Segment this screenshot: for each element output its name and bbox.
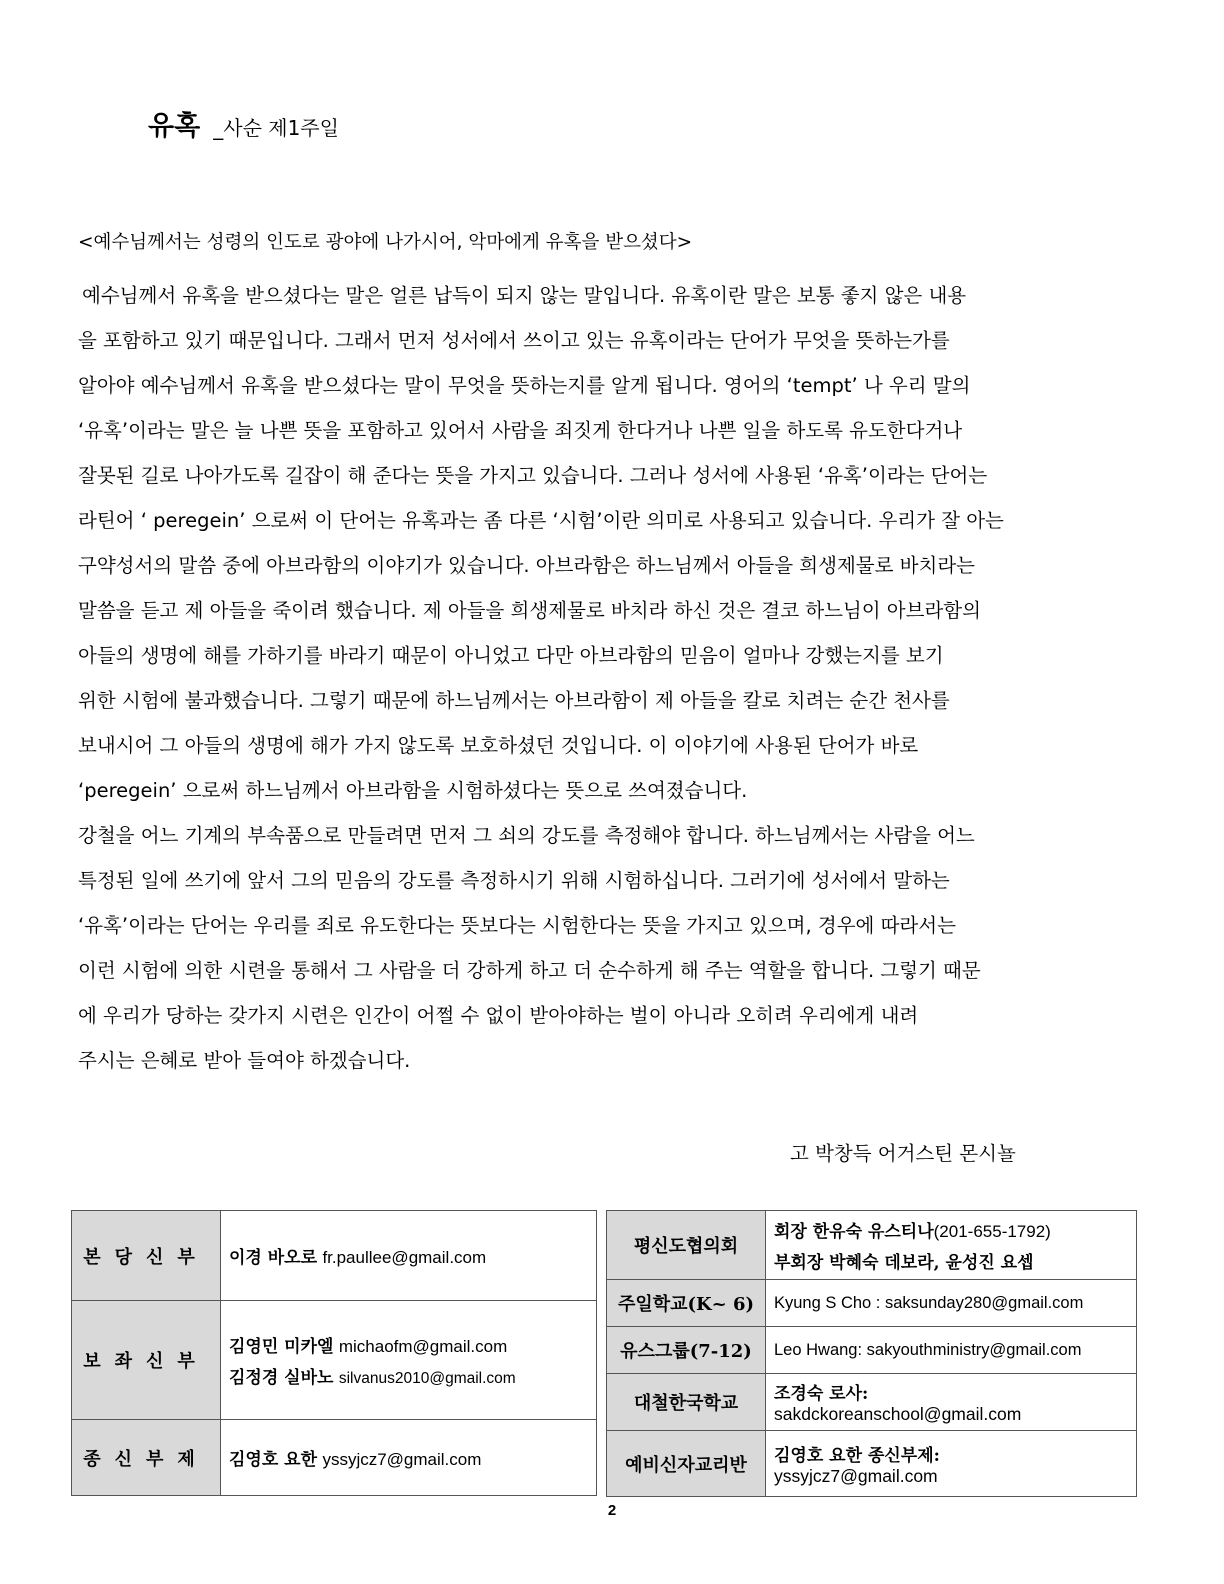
body-line: 을 포함하고 있기 때문입니다. 그래서 먼저 성서에서 쓰이고 있는 유혹이라는 단어가 무엇을 뜻하는가를 xyxy=(78,329,950,352)
table-row xyxy=(72,1301,597,1420)
body-line: 주시는 은혜로 받아 들여야 하겠습니다. xyxy=(78,1049,411,1072)
body-line: ‘peregein’ 으로써 하느님께서 아브라함을 시험하셨다는 뜻으로 쓰여졌습니다. xyxy=(78,779,748,802)
sunday-school-label: 주일학교(K~ 6) xyxy=(607,1280,766,1327)
body-line: ‘유혹’이라는 단어는 우리를 죄로 유도한다는 뜻보다는 시험한다는 뜻을 가지고 있으며, 경우에 따라서는 xyxy=(78,914,956,937)
body-line: 이런 시험에 의한 시련을 통해서 그 사람을 더 강하게 하고 더 순수하게 해 주는 역할을 합니다. 그렇기 때문 xyxy=(78,959,981,982)
body-line: 특정된 일에 쓰기에 앞서 그의 믿음의 강도를 측정하시기 위해 시험하십니다. 그러기에 성서에서 말하는 xyxy=(78,869,950,892)
signature: 고 박창득 어거스틴 몬시뇰 xyxy=(790,1142,1016,1165)
sunday-school-contact[interactable]: Kyung S Cho : saksunday280@gmail.com xyxy=(766,1280,1137,1327)
body-line: 아들의 생명에 해를 가하기를 바라기 때문이 아니었고 다만 아브라함의 믿음이 얼마나 강했는지를 보기 xyxy=(78,644,944,667)
body-line: 에 우리가 당하는 갖가지 시련은 인간이 어쩔 수 없이 받아야하는 벌이 아니라 오히려 우리에게 내려 xyxy=(78,1004,919,1027)
body-line: 잘못된 길로 나아가도록 길잡이 해 준다는 뜻을 가지고 있습니다. 그러나 성서에 사용된 ‘유혹’이라는 단어는 xyxy=(78,464,988,487)
page-title xyxy=(148,104,339,143)
table-row xyxy=(607,1280,1137,1327)
council-vice-presidents: 부회장 박혜숙 데보라, 윤성진 요셉 xyxy=(774,1253,1034,1273)
catechumen-email[interactable]: yssyjcz7@gmail.com xyxy=(774,1465,938,1486)
body-line: 구약성서의 말씀 중에 아브라함의 이야기가 있습니다. 아브라함은 하느님께서 아들을 희생제물로 바치라는 xyxy=(78,554,976,577)
body-line: 말씀을 듣고 제 아들을 죽이려 했습니다. 제 아들을 희생제물로 바치라 하신 것은 결코 하느님이 아브라함의 xyxy=(78,599,981,622)
deacon-email[interactable]: yssyjcz7@gmail.com xyxy=(322,1450,482,1469)
deacon-name: 김영호 요한 xyxy=(229,1450,318,1470)
korean-school-contact xyxy=(766,1374,1137,1431)
youth-label: 유스그룹(7-12) xyxy=(607,1327,766,1374)
table-row xyxy=(607,1431,1137,1497)
table-row xyxy=(607,1327,1137,1374)
assistant-name-2: 김정경 실바노 xyxy=(229,1368,334,1388)
pastor-name: 이경 바오로 xyxy=(229,1248,318,1268)
table-row xyxy=(607,1211,1137,1280)
assistant-contact xyxy=(221,1301,597,1420)
ministries-table xyxy=(606,1210,1137,1497)
council-contact xyxy=(766,1211,1137,1280)
youth-name: Leo Hwang: xyxy=(774,1340,863,1359)
body-line: 보내시어 그 아들의 생명에 해가 가지 않도록 보호하셨던 것입니다. 이 이야기에 사용된 단어가 바로 xyxy=(78,734,919,757)
assistant-email-1[interactable]: michaofm@gmail.com xyxy=(338,1337,508,1356)
assistant-email-2[interactable]: silvanus2010@gmail.com xyxy=(338,1370,516,1387)
body-text xyxy=(78,278,1148,1088)
body-line: 위한 시험에 불과했습니다. 그렇기 때문에 하느님께서는 아브라함이 제 아들을 칼로 치려는 순간 천사를 xyxy=(78,689,950,712)
korean-school-name: 조경숙 로사: xyxy=(774,1384,869,1404)
body-line: 예수님께서 유혹을 받으셨다는 말은 얼른 납득이 되지 않는 말입니다. 유혹이란 말은 보통 좋지 않은 내용 xyxy=(82,284,967,307)
pastor-label: 본당신부 xyxy=(72,1211,221,1301)
youth-email[interactable]: sakyouthministry@gmail.com xyxy=(866,1340,1082,1359)
title-main: 유혹 xyxy=(148,111,201,142)
catechumen-contact xyxy=(766,1431,1137,1497)
catechumen-label: 예비신자교리반 xyxy=(607,1431,766,1497)
body-line: 라틴어 ‘ peregein’ 으로써 이 단어는 유혹과는 좀 다른 ‘시험’이란 의미로 사용되고 있습니다. 우리가 잘 아는 xyxy=(78,509,1004,532)
title-sub: _사순 제1주일 xyxy=(213,116,339,140)
pastor-contact xyxy=(221,1211,597,1301)
table-row xyxy=(607,1374,1137,1431)
assistant-label: 보좌신부 xyxy=(72,1301,221,1420)
catechumen-name: 김영호 요한 종신부제: xyxy=(774,1445,940,1466)
council-phone: (201-655-1792) xyxy=(933,1222,1051,1241)
body-line: 강철을 어느 기계의 부속품으로 만들려면 먼저 그 쇠의 강도를 측정해야 합니다. 하느님께서는 사람을 어느 xyxy=(78,824,975,847)
deacon-contact xyxy=(221,1420,597,1496)
pastor-email[interactable]: fr.paullee@gmail.com xyxy=(322,1248,487,1267)
deacon-label: 종신부제 xyxy=(72,1420,221,1496)
youth-contact xyxy=(766,1327,1137,1374)
assistant-name-1: 김영민 미카엘 xyxy=(229,1337,334,1357)
table-row xyxy=(72,1420,597,1496)
page-number: 2 xyxy=(607,1502,617,1519)
table-row xyxy=(72,1211,597,1301)
council-president: 회장 한유숙 유스티나 xyxy=(774,1222,934,1242)
body-line: ‘유혹’이라는 말은 늘 나쁜 뜻을 포함하고 있어서 사람을 죄짓게 한다거나 나쁜 일을 하도록 유도한다거나 xyxy=(78,419,963,442)
council-label: 평신도협의회 xyxy=(607,1211,766,1280)
korean-school-label: 대철한국학교 xyxy=(607,1374,766,1431)
clergy-table xyxy=(71,1210,597,1496)
korean-school-email[interactable]: sakdckoreanschool@gmail.com xyxy=(774,1404,1022,1424)
body-line: 알아야 예수님께서 유혹을 받으셨다는 말이 무엇을 뜻하는지를 알게 됩니다. 영어의 ‘tempt’ 나 우리 말의 xyxy=(78,374,971,397)
section-heading: <예수님께서는 성령의 인도로 광야에 나가시어, 악마에게 유혹을 받으셨다> xyxy=(78,232,693,253)
